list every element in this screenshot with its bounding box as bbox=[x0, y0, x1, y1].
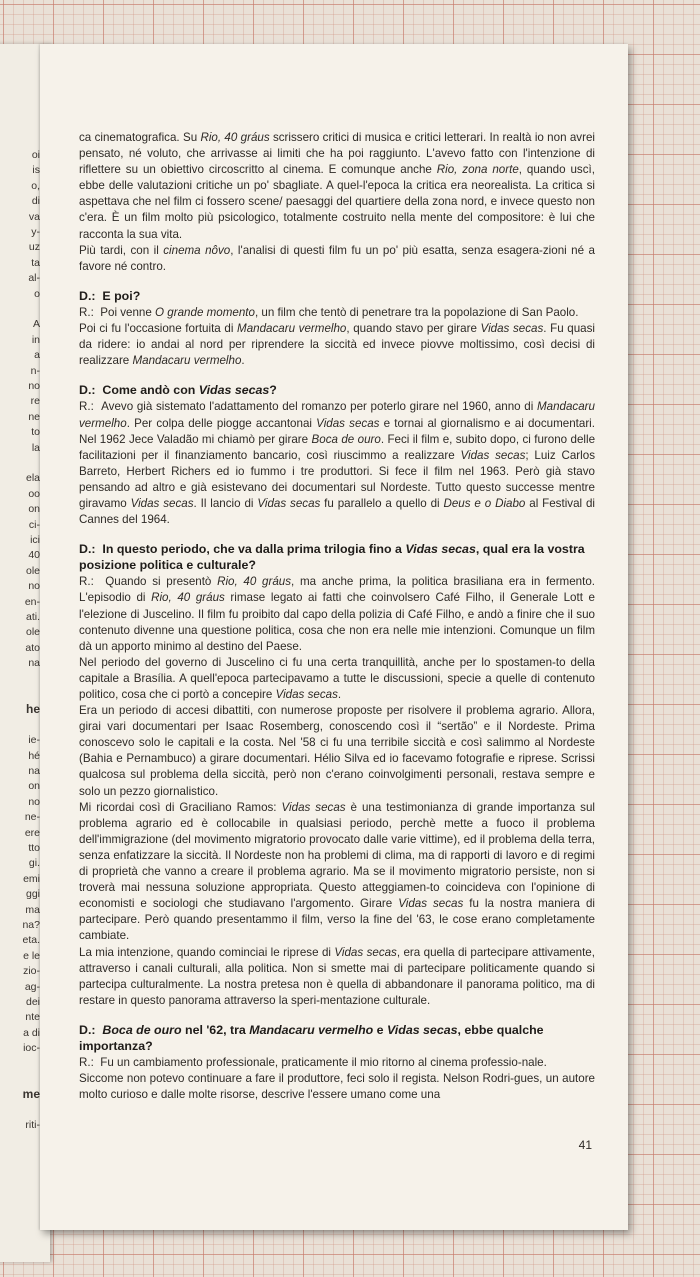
left-page-fragment: la bbox=[31, 441, 40, 454]
left-page-fragment: na bbox=[28, 765, 40, 777]
left-page-fragment: re bbox=[30, 395, 40, 408]
question-heading: D.: E poi? bbox=[79, 288, 141, 303]
left-page-fragment: on bbox=[28, 780, 40, 793]
left-page-fragment: zio- bbox=[23, 965, 40, 978]
left-page-fragment: ato bbox=[25, 641, 40, 654]
left-page-fragment: gi. bbox=[28, 857, 40, 870]
left-page-fragment: y- bbox=[31, 226, 40, 238]
left-page-fragment: na? bbox=[22, 919, 40, 931]
left-page-fragment: o, bbox=[31, 179, 40, 192]
question-heading: D.: Come andò con Vidas secas? bbox=[79, 383, 277, 398]
left-page-fragment: ole bbox=[25, 626, 40, 639]
left-page-fragment: en- bbox=[24, 595, 40, 608]
left-page-fragment: na bbox=[28, 657, 40, 670]
left-page-fragment: ci- bbox=[28, 518, 40, 531]
left-page-fragment: ggi bbox=[25, 888, 40, 901]
left-page-fragment: di bbox=[31, 195, 40, 208]
left-page-fragment: ma bbox=[25, 903, 40, 916]
answer-paragraph: Siccome non potevo continuare a fare il produttore, feci solo il regista. Nelson Rodri-gues, un autore molto curioso e dalle molte risorse, descrive l'essere umano come una bbox=[79, 1072, 595, 1102]
left-page-fragment: uz bbox=[28, 241, 40, 254]
left-page-fragment: ati. bbox=[25, 611, 40, 623]
left-page-fragment: hé bbox=[28, 749, 40, 762]
left-page-fragment: A bbox=[32, 318, 40, 331]
left-page-fragment: ere bbox=[24, 826, 40, 839]
page-number: 41 bbox=[578, 1138, 592, 1152]
left-page-fragment: ne- bbox=[24, 811, 40, 824]
left-page-fragment: ag- bbox=[24, 980, 40, 993]
left-page-fragment: on bbox=[28, 503, 40, 516]
left-page-fragment: ie- bbox=[28, 734, 40, 747]
left-page-fragment: no bbox=[28, 580, 40, 593]
book-page bbox=[40, 44, 628, 1230]
answer-paragraph: R.: Quando si presentò Rio, 40 gráus, ma anche prima, la politica brasiliana era in fermento. L'episodio di Rio, 40 gráus rimase legato ai fatti che coinvolsero Café Filho, il Generale Lott e l'elezione di Juscelino. Il film fu proibito dal capo della polizia di Café Filho, e andò a finire che il suo contenuto divenne una questione politica, cosa che non era nelle mie intenzioni. Comunque un film dà un apporto minimo al destino del Paese. bbox=[79, 575, 595, 653]
answer-paragraph: R.: Poi venne O grande momento, un film che tentò di penetrare tra la popolazione di San Paolo. bbox=[79, 305, 579, 319]
page-body-text bbox=[79, 130, 595, 1103]
left-page-fragment: me bbox=[22, 1087, 40, 1102]
answer-paragraph: Più tardi, con il cinema nôvo, l'analisi di questi film fu un po' più esatta, senza esagera-zioni né a favore né contro. bbox=[79, 243, 595, 273]
answer-paragraph: Era un periodo di accesi dibattiti, con numerose proposte per risolvere il problema agrario. Allora, girai vari documentari per Isaac Rosemberg, conoscendo così il “sertão” e il Nordeste. Prima conoscevo solo le capitali e la costa. Nel '58 ci fu una terribile siccità e così salimmo al Nordeste (Bahia e Pernambuco) a girare documentari. Hélio Silva ed io facevamo fotografie e riprese. Scrissi qualcosa sul problema della siccità, però non c'erano coinvolgimenti personali, restava sempre e solo un pezzo giornalistico. bbox=[79, 704, 595, 798]
left-page-fragment: al- bbox=[28, 272, 40, 285]
left-page-fragment: riti- bbox=[25, 1119, 40, 1132]
left-page-fragment: eta. bbox=[22, 934, 40, 947]
answer-paragraph: Poi ci fu l'occasione fortuita di Mandacaru vermelho, quando stavo per girare Vidas secas. Fu quasi da ridere: io andai al nord per riprendere la siccità ed invece piovve moltissimo, così decisi di realizzare Mandacaru vermelho. bbox=[79, 322, 595, 368]
left-page-fragment: ne bbox=[28, 410, 40, 423]
answer-paragraph: R.: Fu un cambiamento professionale, praticamente il mio ritorno al cinema professio-nale. bbox=[79, 1056, 547, 1070]
left-page-fragment: oo bbox=[28, 487, 40, 500]
left-page-fragment: a di bbox=[23, 1026, 40, 1039]
left-page-fragment: emi bbox=[23, 872, 40, 885]
answer-paragraph: R.: Avevo già sistemato l'adattamento del romanzo per poterlo girare nel 1960, anno di Mandacaru vermelho. Per colpa delle piogge accantonai Vidas secas e tornai al giornalismo e ai documentari. Nel 1962 Jece Valadão mi chiamò per girare Boca de ouro. Feci il film e, subito dopo, ci furono delle facilitazioni per il finanziamento bancario, così riuscimmo a realizzare Vidas secas; Luiz Carlos Barreto, Herbert Richers ed io fummo i tre produttori. Si fece il film nel 1963. Però già stavo pensando ad altro e già esistevano dei documentari sul Nordeste. Tutto questo successe mentre giravamo Vidas secas. Il lancio di Vidas secas fu parallelo a quello di Deus e o Diabo al Festival di Cannes del 1964. bbox=[79, 400, 596, 527]
left-page-fragment: ole bbox=[25, 564, 40, 577]
left-page-fragment: o bbox=[34, 287, 40, 300]
left-page-fragment: to bbox=[31, 426, 40, 439]
left-page-fragment: ici bbox=[30, 534, 40, 546]
left-page-fragment: nte bbox=[25, 1011, 40, 1024]
left-page-fragment: 40 bbox=[28, 549, 40, 562]
answer-paragraph: La mia intenzione, quando cominciai le riprese di Vidas secas, era quella di partecipare attivamente, attraverso i canali culturali, alla politica. Non si smette mai di partecipare politicamente quando si partecipa culturalmente. La nostra pretesa non è quella di abbandonare il panorama politico, ma di restare in questo panorama attraverso la speri-mentazione culturale. bbox=[79, 945, 595, 1007]
left-page-fragment: in bbox=[31, 333, 40, 346]
left-page-fragment: no bbox=[28, 795, 40, 808]
left-page-fragment: ioc- bbox=[23, 1042, 40, 1055]
answer-paragraph: Mi ricordai così di Graciliano Ramos: Vidas secas è una testimonianza di grande importanza sul problema agrario ed è collocabile in qualsiasi periodo, perchè mette a fuoco il problema dell'immigrazione (del movimento migratorio provocato dalle varie vittime), ed il problema della terra, senza enfatizzare la siccità. Il Nordeste non ha problemi di clima, ma di rapporti di lavoro e di regimi di proprietà che vanno a creare il problema agrario. Ma se il movimento migratorio persiste, non si troverà mai nessuna soluzione appropriata. Questo atteggiamen-to coincideva con l'opinione di economisti e sociologi che studiavano l'argomento. Girare Vidas secas fu la nostra maniera di partecipare. Però quando presentammo il film, verso la fine del '63, le cose erano completamente cambiate. bbox=[79, 800, 596, 943]
question-heading: D.: Boca de ouro nel '62, tra Mandacaru vermelho e Vidas secas, ebbe qualche importanza? bbox=[79, 1022, 544, 1053]
left-page-fragment: he bbox=[25, 702, 40, 717]
left-page-fragment: va bbox=[28, 210, 40, 223]
left-page-fragment: oi bbox=[31, 149, 40, 161]
left-page-fragment: n- bbox=[30, 364, 40, 377]
left-page-fragment: tto bbox=[28, 842, 40, 854]
answer-paragraph: ca cinematografica. Su Rio, 40 gráus scrissero critici di musica e critici letterari. In realtà io non avrei pensato, né voluto, che arrivasse ai limiti che ha poi raggiunto. L'avevo fatto con l'intenzione di riflettere su un obiettivo circoscritto al cinema. E comunque anche Rio, zona norte, quando uscì, ebbe delle valutazioni critiche un po' sbagliate. A quel-l'epoca la critica era neorealista. La critica si aspettava che nel film ci fossero scene/ paesaggi del quartiere della zona nord, e invece questo non c'era. È un film molto più psicologico, totalmente costruito nella mente del compositore: è lui che racconta la sua vita. bbox=[79, 131, 595, 241]
left-page-fragment: ela bbox=[25, 472, 40, 485]
left-page-fragment: a bbox=[34, 349, 40, 362]
left-page-fragment: ta bbox=[31, 256, 40, 269]
left-page-fragment: e le bbox=[23, 949, 40, 962]
left-page-fragment: dei bbox=[25, 996, 40, 1008]
answer-paragraph: Nel periodo del governo di Juscelino ci fu una certa tranquillità, anche per lo spostamen-to della capitale a Brasília. A quell'epoca partecipavamo a tutte le discussioni, specie a quelle di contenuto politico, cosa che ci portò a concepire Vidas secas. bbox=[79, 655, 595, 701]
question-heading: D.: In questo periodo, che va dalla prima trilogia fino a Vidas secas, qual era la vostra posizione politica e culturale? bbox=[79, 542, 585, 573]
left-page-fragment: is bbox=[32, 164, 40, 177]
left-page-fragment: no bbox=[28, 380, 40, 392]
